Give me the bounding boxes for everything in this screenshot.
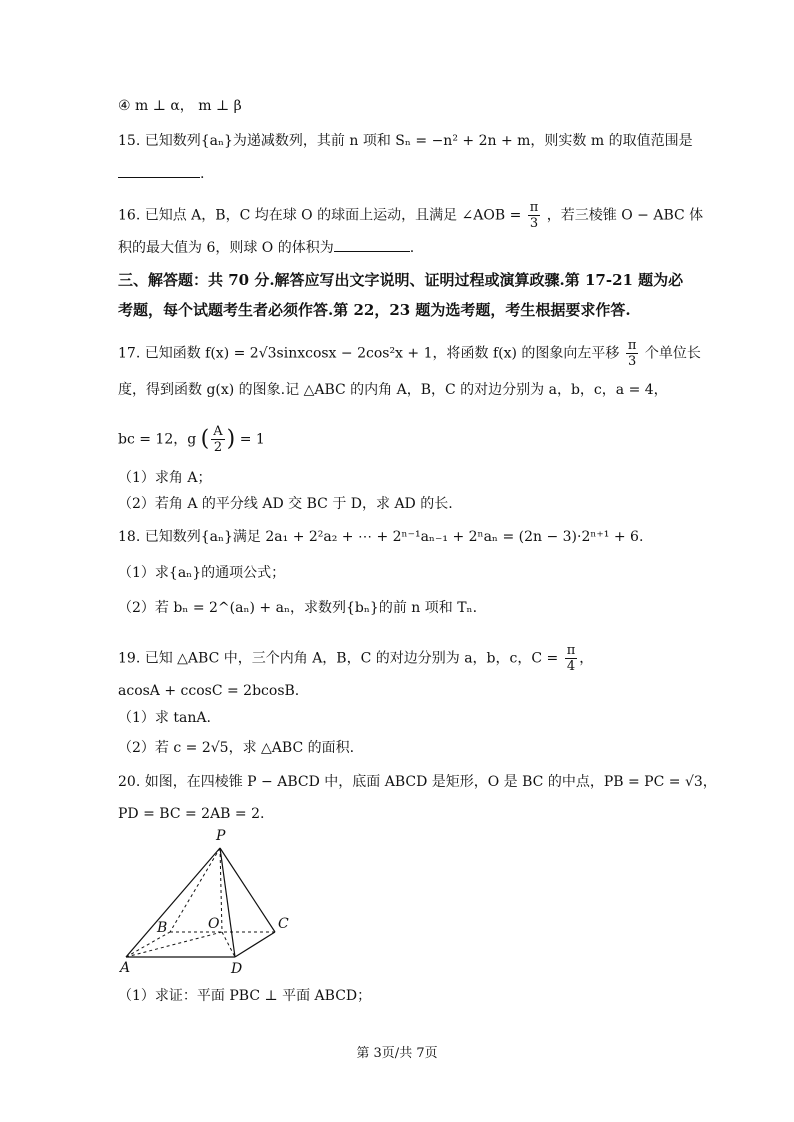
frac-numerator: π	[566, 643, 576, 658]
q17-part-1: （1）求角 A；	[118, 470, 212, 486]
frac-denominator: 4	[566, 659, 576, 674]
q20-line-1: 20. 如图，在四棱锥 P − ABCD 中，底面 ABCD 是矩形，O 是 BC 的中点，PB = PC = √3，	[118, 774, 717, 790]
label-O: O	[208, 916, 220, 932]
q19-part-1: （1）求 tanA.	[118, 710, 211, 726]
q18-text: 18. 已知数列{aₙ}满足 2a₁ + 2²a₂ + ⋯ + 2ⁿ⁻¹aₙ₋₁ + 2ⁿaₙ = (2n − 3)·2ⁿ⁺¹ + 6.	[118, 529, 644, 545]
label-C: C	[278, 916, 289, 932]
q17-text-a: 17. 已知函数 f(x) = 2√3sinxcosx − 2cos²x + 1，将函数 f(x) 的图象向左平移	[118, 345, 620, 362]
edge-PA	[126, 848, 220, 957]
edge-DC	[235, 932, 275, 957]
q19-text-a: 19. 已知 △ABC 中，三个内角 A，B，C 的对边分别为 a，b，c，C =	[118, 650, 559, 667]
frac-denominator: 3	[627, 354, 637, 369]
q19-text-b: ，	[579, 650, 594, 667]
label-P: P	[216, 828, 226, 844]
q19-part-2: （2）若 c = 2√5，求 △ABC 的面积.	[118, 740, 355, 756]
q18-part-2: （2）若 bₙ = 2^(aₙ) + aₙ，求数列{bₙ}的前 n 项和 Tₙ.	[118, 600, 478, 616]
q17-line-2: 度，得到函数 g(x) 的图象.记 △ABC 的内角 A，B，C 的对边分别为 a，b，c，a = 4，	[118, 382, 668, 398]
q19-line-2: acosA + ccosC = 2bcosB.	[118, 683, 300, 699]
q17-text-e: = 1	[239, 431, 265, 448]
q17-line-1	[118, 338, 701, 369]
fraction-pi-over-4	[565, 643, 578, 674]
frac-numerator: π	[529, 200, 539, 215]
option-4-line: ④ m ⊥ α， m ⊥ β	[118, 98, 242, 114]
edge-PD	[220, 848, 235, 957]
q17-line-3: bc = 12，g ( $\frac{A}{2}$ ) = 1	[118, 424, 265, 455]
q15-text: 15. 已知数列{aₙ}为递减数列，其前 n 项和 Sₙ = −n² + 2n + m，则实数 m 的取值范围是	[118, 133, 693, 149]
page-footer: 第 3页/共 7页	[356, 1046, 438, 1061]
q17-text-b: 个单位长	[644, 345, 701, 362]
frac-numerator: A	[213, 424, 223, 439]
label-D: D	[231, 961, 243, 977]
q16-line-1	[118, 200, 703, 231]
q20-part-1: （1）求证：平面 PBC ⊥ 平面 ABCD；	[118, 988, 372, 1004]
edge-PC	[220, 848, 275, 932]
label-B: B	[157, 920, 168, 936]
q16-text-a: 16. 已知点 A，B，C 均在球 O 的球面上运动，且满足 ∠AOB =	[118, 207, 522, 224]
q19-line-1	[118, 643, 593, 674]
fraction-pi-over-3	[626, 338, 639, 369]
frac-numerator: π	[627, 338, 637, 353]
q16-text-b: ，若三棱锥 O − ABC 体	[546, 207, 704, 224]
q16-text-c: 积的最大值为 6，则球 O 的体积为	[118, 240, 334, 256]
q17-text-d: bc = 12，g	[118, 431, 197, 448]
fraction-pi-over-3	[528, 200, 541, 231]
section-3-heading-1: 三、解答题：共 70 分.解答应写出文字说明、证明过程或演算政骤.第 17-21 题为必	[118, 271, 684, 289]
q18-part-1: （1）求{aₙ}的通项公式；	[118, 565, 286, 581]
fraction-A-over-2	[211, 424, 224, 455]
q16-line-2: 积的最大值为 6，则球 O 的体积为 .	[118, 240, 415, 256]
q15-answer-blank: .	[118, 164, 204, 184]
frac-denominator: 3	[529, 216, 539, 231]
q20-line-2: PD = BC = 2AB = 2.	[118, 806, 265, 822]
q17-part-2: （2）若角 A 的平分线 AD 交 BC 于 D，求 AD 的长.	[118, 496, 453, 512]
hidden-edge-AO	[126, 932, 222, 957]
label-A: A	[120, 960, 131, 976]
section-3-heading-2: 考题，每个试题考生者必须作答.第 22，23 题为选考题，考生根据要求作答.	[118, 301, 631, 319]
pyramid-figure	[110, 822, 310, 982]
frac-denominator: 2	[213, 440, 223, 455]
